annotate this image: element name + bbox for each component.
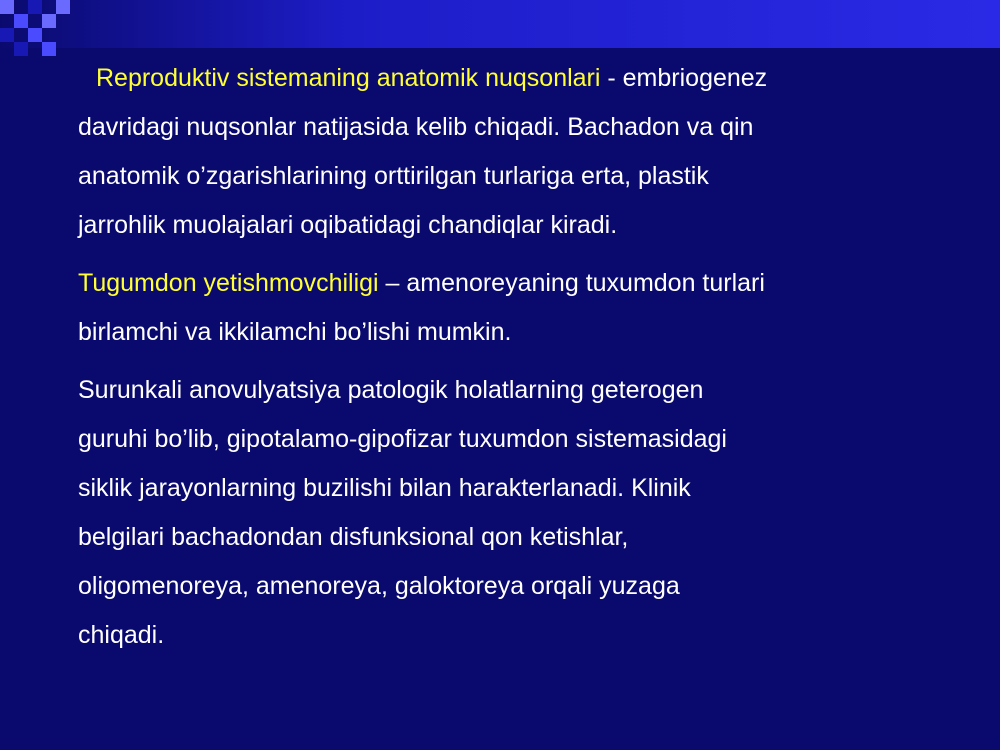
decor-square [56,0,70,14]
decor-square [0,0,14,14]
text-line: jarrohlik muolajalari oqibatidagi chandiqlar kiradi. [78,211,618,239]
text-line: anatomik o’zgarishlarining orttirilgan turlariga erta, plastik [78,162,709,190]
text-line: guruhi bo’lib, gipotalamo-gipofizar tuxumdon sistemasidagi [78,425,727,453]
text-segment: – amenoreyaning tuxumdon turlari [378,269,765,297]
header-gradient-bar [0,0,1000,48]
text-line [78,259,948,308]
text-segment: - embriogenez [600,64,768,92]
paragraph-ovarian-insufficiency [78,259,948,357]
decor-square [42,42,56,56]
text-line [78,54,948,103]
text-line: chiqadi. [78,621,165,649]
decor-square [14,14,28,28]
text-line: Surunkali anovulyatsiya patologik holatlarning geterogen [78,376,704,404]
slide-body [78,54,948,669]
decor-square [28,0,42,14]
decor-square [28,28,42,42]
text-line: davridagi nuqsonlar natijasida kelib chiqadi. Bachadon va qin [78,113,754,141]
text-line: oligomenoreya, amenoreya, galoktoreya orqali yuzaga [78,572,680,600]
text-line: siklik jarayonlarning buzilishi bilan harakterlanadi. Klinik [78,474,691,502]
decor-square [42,14,56,28]
decor-square [0,28,14,42]
paragraph-chronic-anovulation [78,366,948,660]
highlighted-term: Reproduktiv sistemaning anatomik nuqsonlari [96,64,601,92]
decor-square [14,42,28,56]
text-line: birlamchi va ikkilamchi bo’lishi mumkin. [78,318,512,346]
highlighted-term: Tugumdon yetishmovchiligi [78,269,379,297]
paragraph-anatomical-defects [78,54,948,250]
text-line: belgilari bachadondan disfunksional qon ketishlar, [78,523,629,551]
